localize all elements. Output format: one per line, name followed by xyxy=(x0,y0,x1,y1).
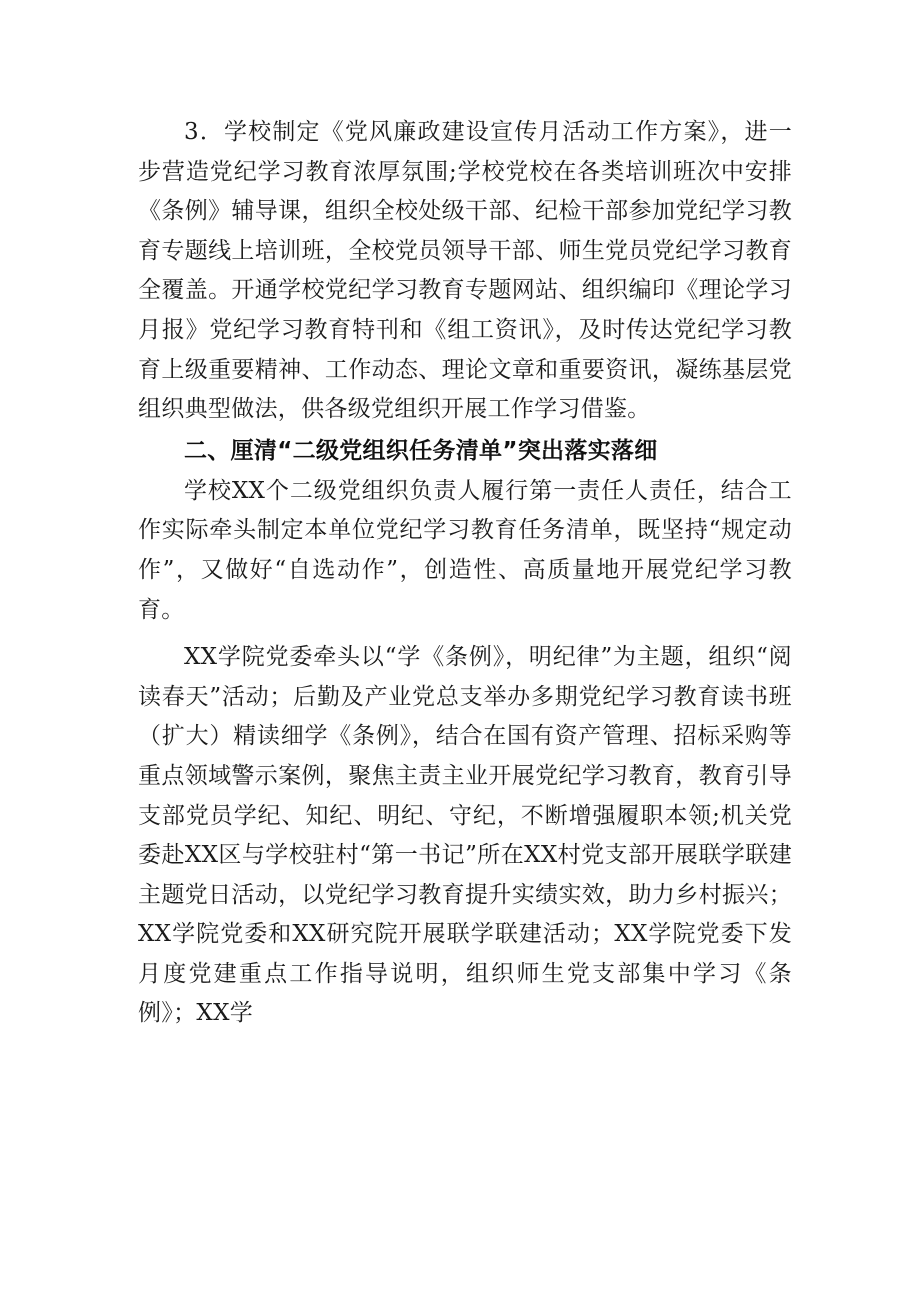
paragraph-college-activities: XX学院党委牵头以“学《条例》，明纪律”为主题，组织“阅读春天”活动；后勤及产业党总支举办多期党纪学习教育读书班（扩大）精读细学《条例》，结合在国有资产管理、招标采购等重点领域警示案例，聚焦主责主业开展党纪学习教育，教育引导支部党员学纪、知纪、明纪、守纪，不断增强履职本领;机关党委赴XX区与学校驻村“第一书记”所在XX村党支部开展联学联建主题党日活动，以党纪学习教育提升实绩实效，助力乡村振兴；XX学院党委和XX研究院开展联学联建活动；XX学院党委下发月度党建重点工作指导说明，组织师生党支部集中学习《条例》；XX学 xyxy=(138,644,792,1027)
paragraph-measure-3: 3．学校制定《党风廉政建设宣传月活动工作方案》，进一步营造党纪学习教育浓厚氛围;学校党校在各类培训班次中安排《条例》辅导课，组织全校处级干部、纪检干部参加党纪学习教育专题线上培训班，全校党员领导干部、师生党员党纪学习教育全覆盖。开通学校党纪学习教育专题网站、组织编印《理论学习月报》党纪学习教育特刊和《组工资讯》，及时传达党纪学习教育上级重要精神、工作动态、理论文章和重要资讯，凝练基层党组织典型做法，供各级党组织开展工作学习借鉴。 xyxy=(138,119,792,423)
section-heading-2: 二、厘清“二级党组织任务清单”突出落实落细 xyxy=(184,437,658,464)
paragraph-second-level-orgs: 学校XX个二级党组织负责人履行第一责任人责任，结合工作实际牵头制定本单位党纪学习教育任务清单，既坚持“规定动作”，又做好“自选动作”，创造性、高质量地开展党纪学习教育。 xyxy=(138,477,792,623)
document-body xyxy=(138,113,792,1034)
paragraph-spacer xyxy=(138,630,792,638)
